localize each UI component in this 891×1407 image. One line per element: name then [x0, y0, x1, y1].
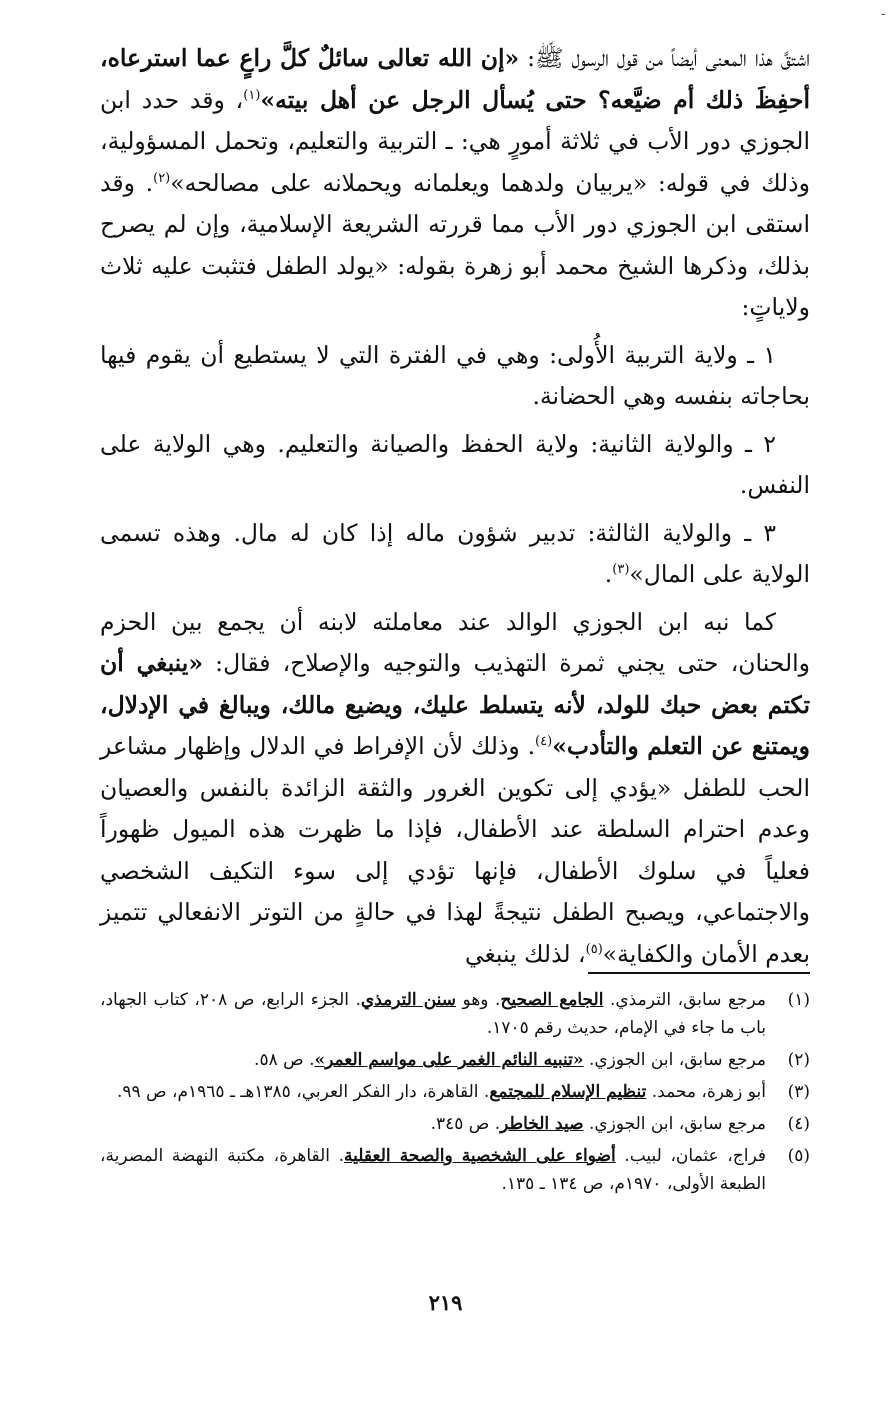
footnote-title: صيد الخاطر — [500, 1114, 584, 1134]
footnote-separator — [588, 972, 810, 974]
footnote-details: . ص ٣٤٥. — [430, 1114, 501, 1134]
footnote-details: . الجزء الرابع، ص ٢٠٨، كتاب الجهاد، باب ما جاء في الإمام، حديث رقم ١٧٠٥. — [100, 990, 766, 1038]
list-item-1: ١ ـ ولاية التربية الأُولى: وهي في الفترة التي لا يستطيع أن يقوم فيها بحاجاته بنفسه وهي الحضانة. — [100, 340, 810, 410]
page-number: ٢١٩ — [428, 1290, 463, 1315]
footnote-author: مرجع سابق، ابن الجوزي. — [583, 1050, 766, 1070]
footnote-text — [100, 1110, 766, 1138]
footnote-title-2: سنن الترمذي — [360, 990, 457, 1010]
p2-text-c: . وذلك لأن الإفراط في الدلال وإظهار مشاعر الحب للطفل «يؤدي إلى تكوين الغرور والثقة الزائدة بالنفس والعصيان وعدم احترام السلطة عند الأطفال، فإذا ما ظهرت هذه الميول ظهوراً فعلياً في سلوك الأطفال، فإنها تؤدي إلى سوء التكيف الشخصي والاجتماعي، ويصبح الطفل نتيجةً لهذا في حالةٍ من التوتر الانفعالي تتميز بعدم الأمان والكفاية» — [100, 732, 810, 968]
p1-text-c: ، وقد حدد ابن الجوزي دور الأب في ثلاثة أمورٍ هي: ـ التربية والتعليم، وتحمل المسؤولية، وذلك في قوله: «يربيان ولدهما ويعلمانه ويحملانه على مصالحه» — [100, 85, 810, 197]
footnote-title: الجامع الصحيح — [500, 990, 604, 1010]
footnote-5 — [100, 1142, 810, 1198]
p1-text-a: اشتقَّ هذا المعنى أيضاً من قول الرسول ﷺ: — [519, 44, 810, 72]
footnote-title: «تنبيه النائم الغمر على مواسم العمر» — [314, 1050, 584, 1070]
main-text — [100, 38, 810, 981]
footnote-number: (٤) — [787, 1114, 810, 1134]
footnote-1 — [100, 986, 810, 1042]
list-item-3 — [100, 513, 810, 596]
footnote-title: أضواء على الشخصية والصحة العقلية — [344, 1146, 616, 1166]
footnote-ref-3[interactable]: (٣) — [612, 562, 630, 578]
footnote-ref-2[interactable]: (٢) — [153, 170, 171, 186]
list-item-3-text: ٣ ـ والولاية الثالثة: تدبير شؤون ماله إذا كان له مال. وهذه تسمى الولاية على المال» — [100, 518, 810, 588]
footnote-mid: . وهو — [456, 990, 501, 1010]
list-item-2: ٢ ـ والولاية الثانية: ولاية الحفظ والصيانة والتعليم. وهي الولاية على النفس. — [100, 429, 810, 499]
footnote-4 — [100, 1110, 810, 1138]
footnote-number: (٣) — [787, 1082, 810, 1102]
quote-ibn-jawzi: «ينبغي أن تكتم بعض حبك للولد، لأنه يتسلط عليك، ويضيع مالك، ويبالغ في الإدلال، ويمتنع عن التعلم والتأدب» — [100, 649, 810, 760]
corner-mark: ـ — [881, 4, 885, 18]
footnote-author: مرجع سابق، ابن الجوزي. — [583, 1114, 766, 1134]
hadith-quote: «إن الله تعالى سائلٌ كلَّ راعٍ عما استرعاه، أحفِظَ ذلك أم ضيَّعه؟ حتى يُسأل الرجل عن أهل بيته» — [100, 44, 810, 114]
footnote-text — [100, 1142, 766, 1198]
footnote-number: (٥) — [787, 1146, 810, 1166]
footnote-details: . ص ٥٨. — [254, 1050, 315, 1070]
footnotes — [100, 986, 810, 1202]
footnote-2 — [100, 1046, 810, 1074]
footnote-text — [100, 1046, 766, 1074]
footnote-text — [100, 986, 766, 1042]
footnote-author: مرجع سابق، الترمذي. — [603, 990, 767, 1010]
p1-text-d: . وقد استقى ابن الجوزي دور الأب مما قررته الشريعة الإسلامية، وإن لم يصرح بذلك، وذكرها الشيخ محمد أبو زهرة بقوله: «يولد الطفل فتثبت عليه ثلاث ولاياتٍ: — [100, 168, 810, 321]
p2-text-a: كما نبه ابن الجوزي الوالد عند معاملته لابنه أن يجمع بين الحزم والحنان، حتى يجني ثمرة التهذيب والتوجيه والإصلاح، فقال: — [100, 607, 810, 677]
list-item-3-end: . — [604, 560, 613, 588]
footnote-number: (٢) — [787, 1050, 810, 1070]
footnote-details: . القاهرة، مكتبة النهضة المصرية، الطبعة الأولى، ١٩٧٠م، ص ١٣٤ ـ ١٣٥. — [100, 1146, 766, 1194]
footnote-title: تنظيم الإسلام للمجتمع — [489, 1082, 647, 1102]
footnote-author: فراج، عثمان، لبيب. — [615, 1146, 766, 1166]
footnote-author: أبو زهرة، محمد. — [646, 1082, 766, 1102]
p2-text-d: ، لذلك ينبغي — [464, 939, 586, 968]
footnote-ref-4[interactable]: (٤) — [535, 734, 553, 750]
footnote-ref-1[interactable]: (١) — [243, 87, 261, 103]
footnote-number: (١) — [787, 990, 810, 1010]
footnote-ref-5[interactable]: (٥) — [585, 941, 603, 957]
footnote-3 — [100, 1078, 810, 1106]
footnote-text — [100, 1078, 766, 1106]
paragraph-2 — [100, 602, 810, 976]
footnote-details: . القاهرة، دار الفكر العربي، ١٣٨٥هـ ـ ١٩٦٥م، ص ٩٩. — [116, 1082, 490, 1102]
paragraph-1 — [100, 38, 810, 329]
